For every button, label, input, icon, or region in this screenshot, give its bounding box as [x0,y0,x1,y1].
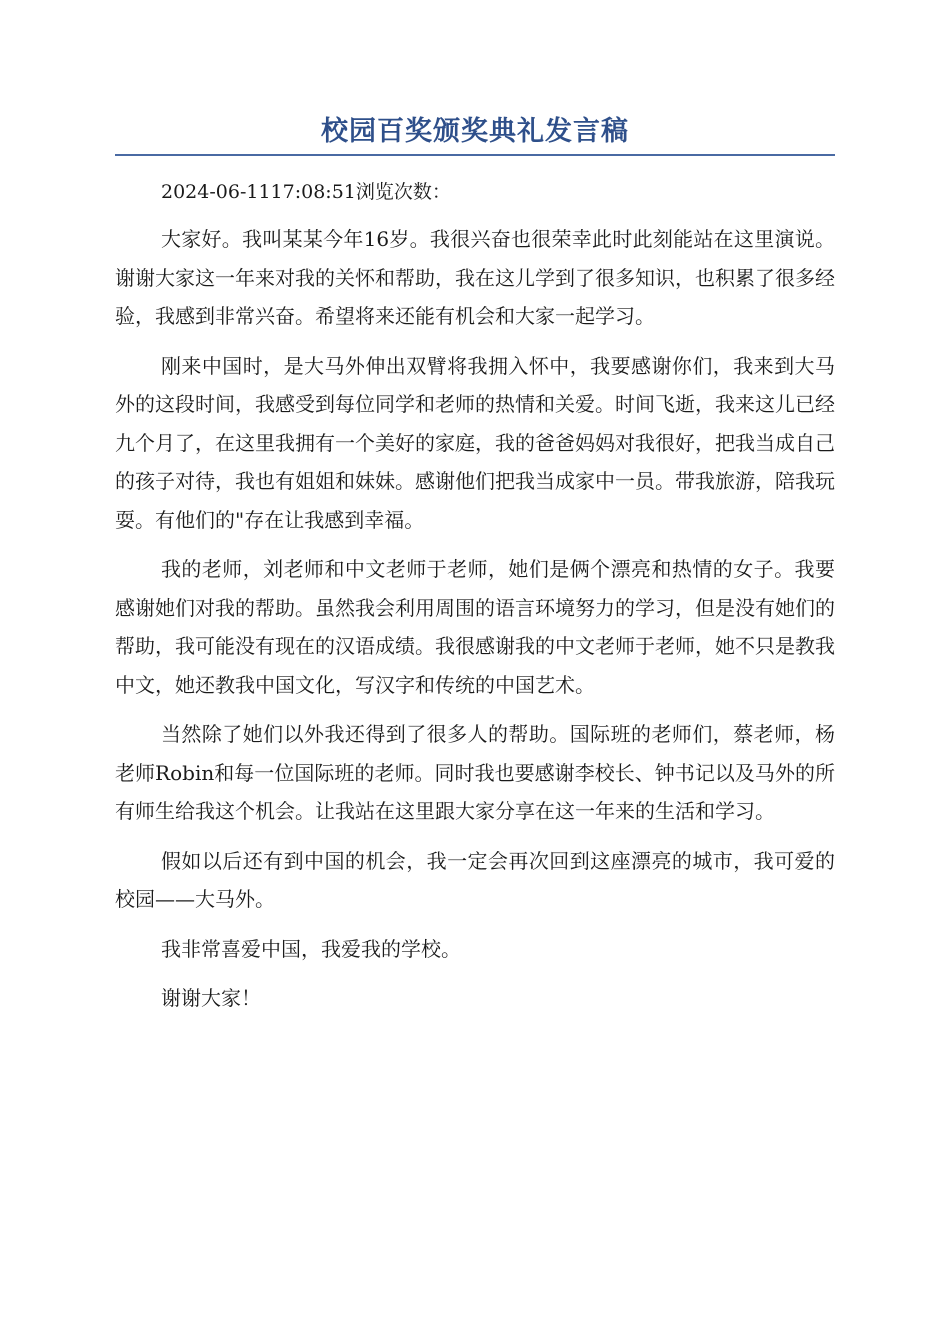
paragraph-5: 假如以后还有到中国的机会，我一定会再次回到这座漂亮的城市，我可爱的校园——大马外。 [115,848,835,911]
paragraph-4: 当然除了她们以外我还得到了很多人的帮助。国际班的老师们，蔡老师，杨老师Robin和每一位国际班的老师。同时我也要感谢李校长、钟书记以及马外的所有师生给我这个机会。让我站在这里跟大家分享在这一年来的生活和学习。 [115,722,835,823]
paragraph-1: 大家好。我叫某某今年16岁。我很兴奋也很荣幸此时此刻能站在这里演说。谢谢大家这一年来对我的关怀和帮助，我在这儿学到了很多知识，也积累了很多经验，我感到非常兴奋。希望将来还能有机会和大家一起学习。 [115,227,835,328]
document-page [115,112,835,1018]
paragraph-3: 我的老师，刘老师和中文老师于老师，她们是俩个漂亮和热情的女子。我要感谢她们对我的帮助。虽然我会利用周围的语言环境努力的学习，但是没有她们的帮助，我可能没有现在的汉语成绩。我很感谢我的中文老师于老师，她不只是教我中文，她还教我中国文化，写汉字和传统的中国艺术。 [115,557,835,697]
document-title: 校园百奖颁奖典礼发言稿 [321,116,629,147]
paragraph-2: 刚来中国时，是大马外伸出双臂将我拥入怀中，我要感谢你们，我来到大马外的这段时间，我感受到每位同学和老师的热情和关爱。时间飞逝，我来这儿已经九个月了，在这里我拥有一个美好的家庭，我的爸爸妈妈对我很好，把我当成自己的孩子对待，我也有姐姐和妹妹。感谢他们把我当成家中一员。带我旅游，陪我玩耍。有他们的"存在让我感到幸福。 [115,353,835,532]
meta-line: 2024-06-1117:08:51浏览次数： [161,181,451,203]
paragraph-6: 我非常喜爱中国，我爱我的学校。 [161,936,461,961]
title-underline [115,154,835,156]
paragraph-7: 谢谢大家！ [161,986,261,1010]
